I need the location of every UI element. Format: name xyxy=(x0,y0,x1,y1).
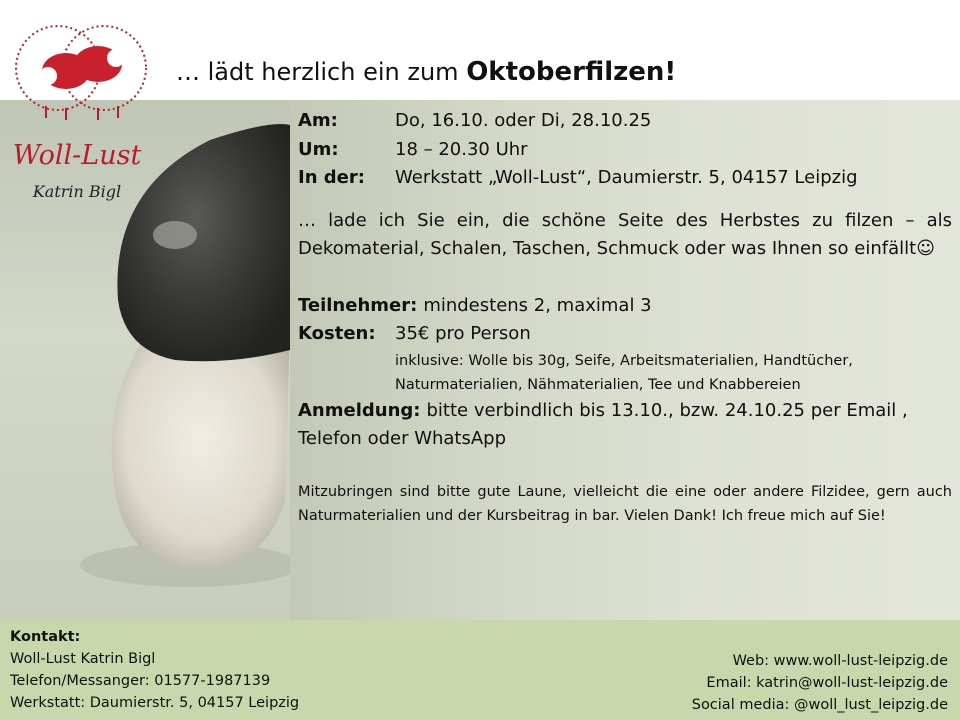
participants-value: mindestens 2, maximal 3 xyxy=(423,294,652,316)
event-details xyxy=(298,107,952,528)
bring-along-note: Mitzubringen sind bitte gute Laune, vielleicht die eine oder andere Filzidee, gern auch Naturmaterialien und der Kursbeitrag in bar. Vielen Dank! Ich freue mich auf Sie! xyxy=(298,483,952,524)
smiley-icon: ☺ xyxy=(916,238,935,259)
contact-phone: Telefon/Messanger: 01577-1987139 xyxy=(10,673,271,689)
costs-row xyxy=(298,320,952,349)
intro-text xyxy=(298,207,952,264)
time-value: 18 – 20.30 Uhr xyxy=(395,138,528,160)
contact-web[interactable]: Web: www.woll-lust-leipzig.de xyxy=(732,653,948,669)
intro-body: … lade ich Sie ein, die schöne Seite des Herbstes zu filzen – als Dekomaterial, Schalen, Taschen, Schmuck oder was Ihnen so einfällt xyxy=(298,209,952,259)
brand-name: Woll-Lust xyxy=(12,140,142,171)
inclusive-line-1: inklusive: Wolle bis 30g, Seife, Arbeitsmaterialien, Handtücher, xyxy=(395,352,853,369)
costs-inclusive xyxy=(395,349,952,397)
registration-value-2: Telefon oder WhatsApp xyxy=(298,428,507,449)
registration-value: bitte verbindlich bis 13.10., bzw. 24.10.25 per Email , xyxy=(426,399,908,421)
contact-email[interactable]: Email: katrin@woll-lust-leipzig.de xyxy=(706,675,948,691)
headline xyxy=(176,57,676,87)
online-contact-block xyxy=(692,650,948,716)
contact-block xyxy=(10,626,299,714)
contact-social[interactable]: Social media: @woll_lust_leipzig.de xyxy=(691,697,948,713)
participants-row xyxy=(298,292,952,321)
detail-row-location xyxy=(298,164,952,193)
owner-name: Katrin Bigl xyxy=(32,182,122,201)
inclusive-line-2: Naturmaterialien, Nähmaterialien, Tee und Knabbereien xyxy=(395,376,801,393)
costs-value: 35€ pro Person xyxy=(395,323,531,344)
date-value: Do, 16.10. oder Di, 28.10.25 xyxy=(395,110,652,131)
location-label: In der: xyxy=(298,167,365,188)
sheep-logo-icon xyxy=(6,6,156,141)
registration-label: Anmeldung: xyxy=(298,399,421,421)
contact-name: Woll-Lust Katrin Bigl xyxy=(10,651,156,667)
time-label: Um: xyxy=(298,138,339,160)
headline-prefix: … lädt herzlich ein zum xyxy=(176,58,467,86)
headline-title: Oktoberfilzen! xyxy=(466,57,677,87)
contact-heading: Kontakt: xyxy=(10,629,81,645)
location-value: Werkstatt „Woll-Lust“, Daumierstr. 5, 04157 Leipzig xyxy=(395,167,858,188)
costs-label: Kosten: xyxy=(298,323,376,344)
date-label: Am: xyxy=(298,110,338,131)
detail-row-date xyxy=(298,107,952,136)
participants-label: Teilnehmer: xyxy=(298,294,418,316)
contact-workshop: Werkstatt: Daumierstr. 5, 04157 Leipzig xyxy=(10,695,300,711)
registration-row xyxy=(298,397,952,426)
detail-row-time xyxy=(298,136,952,165)
